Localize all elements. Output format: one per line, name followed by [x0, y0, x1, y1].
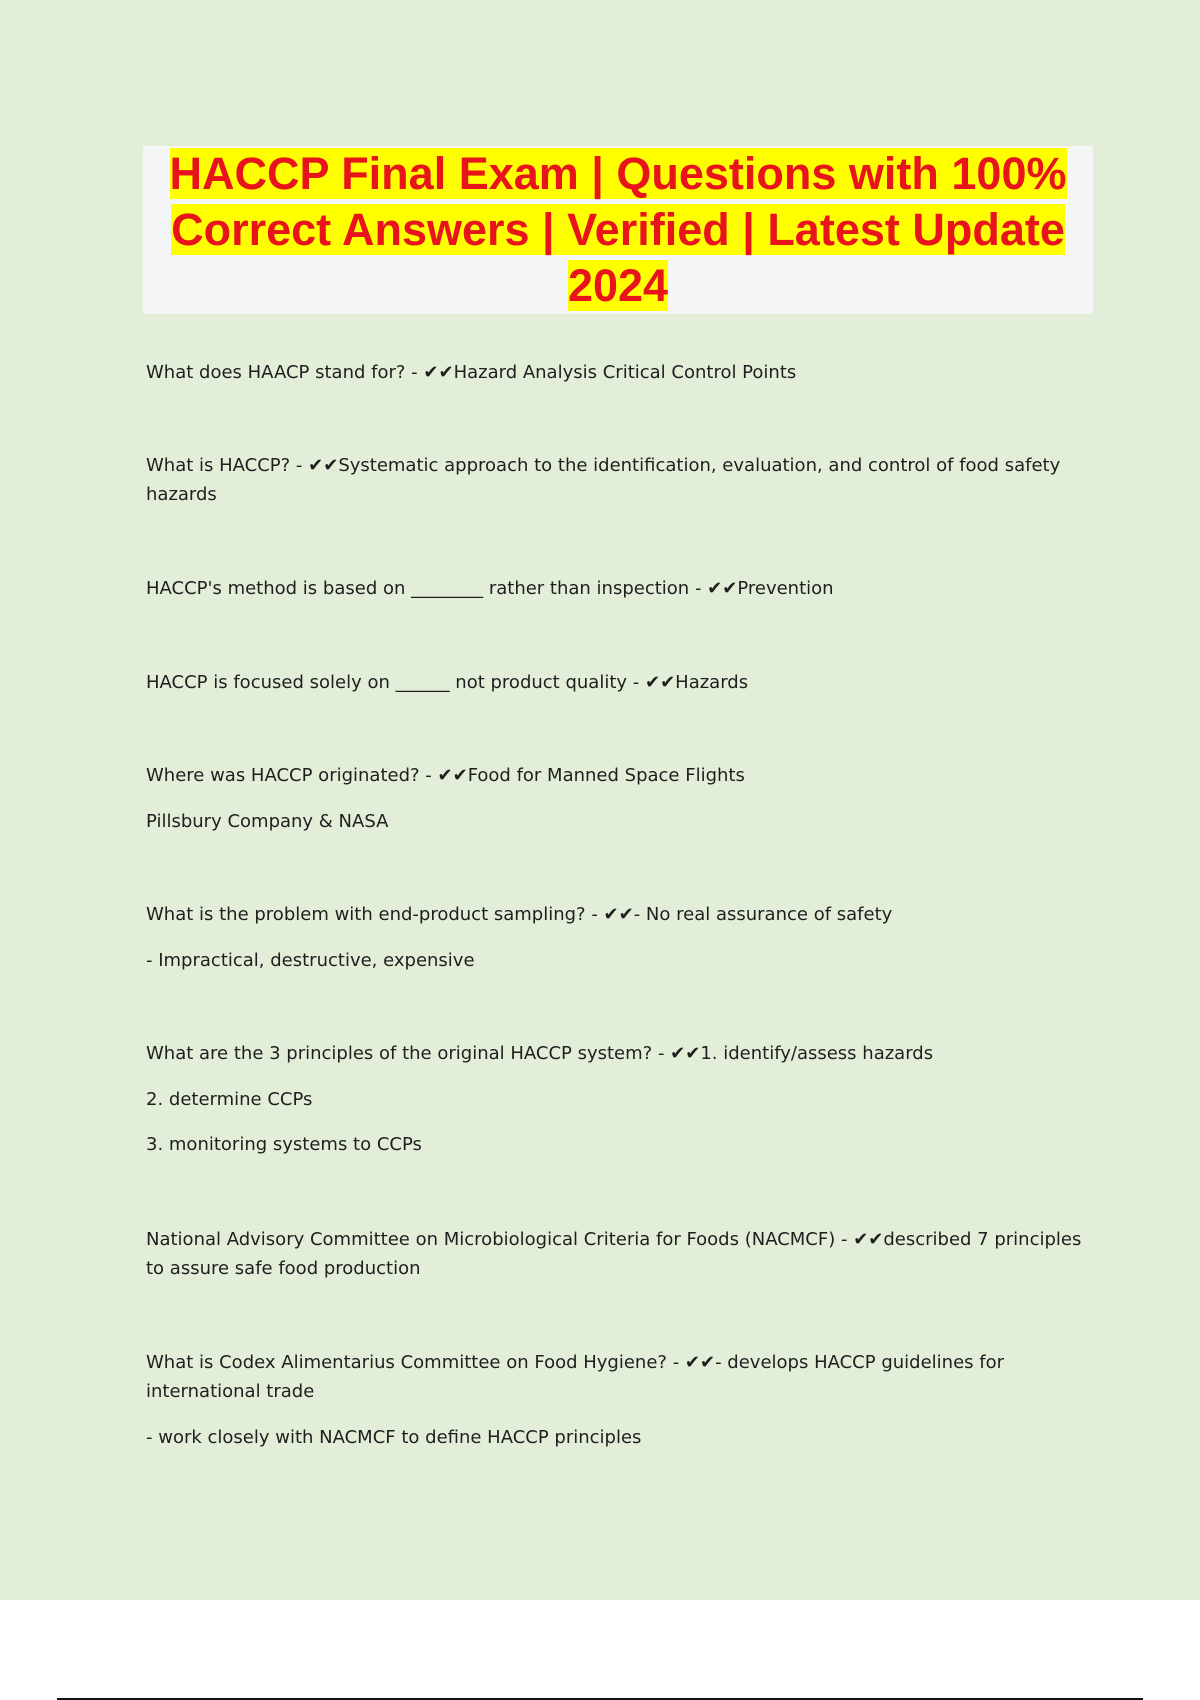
question-text: What is Codex Alimentarius Committee on Food Hygiene? — [146, 1352, 667, 1373]
document-title-text: HACCP Final Exam | Questions with 100% Correct Answers | Verified | Latest Update 2024 — [169, 148, 1067, 311]
qa-item — [146, 574, 1096, 603]
qa-item — [146, 668, 1096, 697]
check-separator: - ✔✔ — [835, 1229, 884, 1250]
qa-item — [146, 1225, 1096, 1283]
question-text: National Advisory Committee on Microbiological Criteria for Foods (NACMCF) — [146, 1229, 836, 1250]
qa-item — [146, 451, 1096, 509]
question-text: Where was HACCP originated? — [146, 765, 420, 786]
check-separator: - ✔✔ — [585, 904, 634, 925]
answer-text: Hazard Analysis Critical Control Points — [453, 362, 797, 383]
answer-line: - work closely with NACMCF to define HACCP principles — [146, 1427, 642, 1448]
question-text: HACCP is focused solely on ______ not product quality — [146, 672, 628, 693]
qa-item — [146, 761, 1096, 836]
title-box — [143, 146, 1093, 314]
qa-item — [146, 358, 1096, 387]
check-separator: - ✔✔ — [290, 455, 339, 476]
answer-line: 3. monitoring systems to CCPs — [146, 1134, 422, 1155]
answer-text: Food for Manned Space Flights — [467, 765, 745, 786]
check-separator: - ✔✔ — [627, 672, 676, 693]
answer-line: Pillsbury Company & NASA — [146, 811, 389, 832]
qa-item — [146, 1039, 1096, 1159]
answer-line: - Impractical, destructive, expensive — [146, 950, 475, 971]
answer-text: described 7 principles to assure safe food production — [146, 1229, 1082, 1279]
check-separator: - ✔✔ — [419, 765, 468, 786]
check-separator: - ✔✔ — [652, 1043, 701, 1064]
qa-item — [146, 1348, 1096, 1452]
answer-line: 2. determine CCPs — [146, 1089, 313, 1110]
question-text: What does HAACP stand for? — [146, 362, 406, 383]
question-text: What is the problem with end-product sampling? — [146, 904, 586, 925]
answer-text: Hazards — [675, 672, 749, 693]
document-title — [143, 146, 1093, 314]
answer-text: Systematic approach to the identification, evaluation, and control of food safety hazards — [146, 455, 1061, 505]
answer-text: - develops HACCP guidelines for international trade — [146, 1352, 1004, 1402]
question-text: HACCP's method is based on ________ rather than inspection — [146, 578, 690, 599]
qa-item — [146, 900, 1096, 975]
answer-text: - No real assurance of safety — [633, 904, 893, 925]
answer-text: Prevention — [737, 578, 834, 599]
check-separator: - ✔✔ — [666, 1352, 716, 1373]
question-text: What are the 3 principles of the original HACCP system? — [146, 1043, 653, 1064]
question-text: What is HACCP? — [146, 455, 291, 476]
answer-text: 1. identify/assess hazards — [700, 1043, 934, 1064]
check-separator: - ✔✔ — [405, 362, 454, 383]
check-separator: - ✔✔ — [689, 578, 738, 599]
